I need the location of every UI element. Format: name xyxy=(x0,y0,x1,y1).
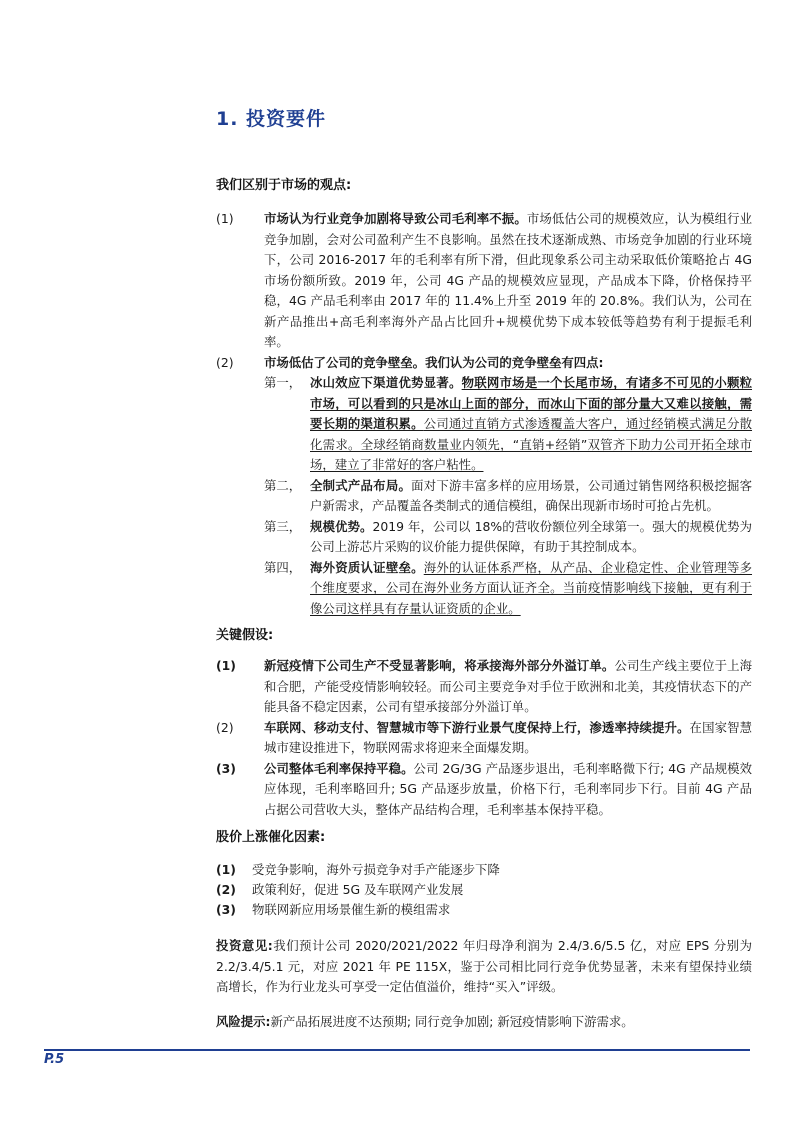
assumption-item-1 xyxy=(216,656,752,718)
assumption-text xyxy=(264,656,752,718)
barrier-text xyxy=(310,517,752,558)
risk-label: 风险提示: xyxy=(216,1014,271,1029)
view-text xyxy=(264,353,752,374)
catalyst-number: (1) xyxy=(216,862,236,877)
barrier-lead: 冰山效应下渠道优势显著。 xyxy=(310,375,462,390)
assumption-number: (1) xyxy=(216,658,236,673)
assumption-text xyxy=(264,759,752,821)
barrier-body-underlined: 公司通过直销方式渗透覆盖大客户，通过经销模式满足分散化需求。全球经销商数量业内领先，“直销+经销”双管齐下助力公司开拓全球市场，建立了非常好的客户粘性。 xyxy=(310,416,753,472)
barrier-item-4 xyxy=(264,558,752,620)
barrier-lead: 海外资质认证壁垒。 xyxy=(310,559,424,575)
view-body: 市场低估公司的规模效应，认为模组行业竞争加剧，会对公司盈利产生不良影响。虽然在技术逐渐成熟、市场竞争加剧的行业环境下，公司 2016-2017 年的毛利率有所下滑，但此现象系公司主动采取低价策略抢占 4G 市场份额所致。2019 年，公司 4G 产品的规模效应显现，产品成本下降，价格保持平稳，4G 产品毛利率由 2017 年的 11.4%上升至 2019 年的 20.8%。我们认为，公司在新产品推出+高毛利率海外产品占比回升+规模优势下成本较低等趋势有利于提振毛利率。 xyxy=(264,211,753,349)
catalyst-text: 物联网新应用场景催生新的模组需求 xyxy=(252,902,451,917)
catalysts-list xyxy=(216,860,752,920)
view-item-1 xyxy=(216,209,752,353)
assumption-lead: 车联网、移动支付、智慧城市等下游行业景气度保持上行，渗透率持续提升。 xyxy=(264,719,690,735)
barrier-text xyxy=(310,373,752,476)
view-number: (1) xyxy=(216,211,234,226)
catalyst-number: (2) xyxy=(216,882,236,897)
investment-opinion xyxy=(216,936,752,998)
barrier-lead: 全制式产品布局。 xyxy=(310,477,412,493)
view-lead: 市场认为行业竞争加剧将导致公司毛利率不振。 xyxy=(264,211,527,226)
assumption-lead: 公司整体毛利率保持平稳。 xyxy=(264,760,414,776)
risk-warning xyxy=(216,1012,752,1033)
barrier-item-3 xyxy=(264,517,752,558)
views-heading: 我们区别于市场的观点: xyxy=(216,178,352,193)
barrier-item-2 xyxy=(264,476,752,517)
view-number: (2) xyxy=(216,354,234,370)
footer-divider xyxy=(44,1049,750,1051)
views-block xyxy=(216,209,752,619)
view-text xyxy=(264,209,752,353)
barrier-label: 第一， xyxy=(264,375,302,390)
assumption-body: 公司 2G/3G 产品逐步退出，毛利率略微下行; 4G 产品规模效应体现，毛利率略回升; 5G 产品逐步放量，价格下行，毛利率同步下行。目前 4G 产品占据公司营收大头，整体产品结构合理，毛利率基本保持平稳。 xyxy=(264,760,753,817)
catalyst-item xyxy=(216,880,752,900)
catalyst-text: 政策利好，促进 5G 及车联网产业发展 xyxy=(252,882,464,897)
barrier-text xyxy=(310,558,752,620)
catalyst-item xyxy=(216,860,752,880)
catalysts-heading: 股价上涨催化因素: xyxy=(216,830,326,845)
assumption-lead: 新冠疫情下公司生产不受显著影响，将承接海外部分外溢订单。 xyxy=(264,658,615,673)
assumption-number: (2) xyxy=(216,719,234,735)
view-lead: 市场低估了公司的竞争壁垒。我们认为公司的竞争壁垒有四点: xyxy=(264,354,604,370)
assumption-number: (3) xyxy=(216,760,236,776)
investment-text: 我们预计公司 2020/2021/2022 年归母净利润为 2.4/3.6/5.5 亿，对应 EPS 分别为 2.2/3.4/5.1 元，对应 2021 年 PE 115X，鉴于公司相比同行竞争优势显著，未来有望保持业绩高增长，作为行业龙头可享受一定估值溢价，维持“买入”评级。 xyxy=(216,938,752,994)
investment-label: 投资意见: xyxy=(216,938,273,953)
barrier-label: 第二， xyxy=(264,477,302,493)
barrier-label: 第四， xyxy=(264,559,302,575)
assumptions-block xyxy=(216,656,752,820)
section-title: 1. 投资要件 xyxy=(216,108,327,130)
barrier-lead-underlined: 物联网市场是一个长尾市场，有诸多不可见的小颗粒市场，可以看到的只是冰山上面的部分，而冰山下面的部分量大又难以接触，需要长期的渠道积累。 xyxy=(310,375,753,431)
catalyst-item xyxy=(216,900,752,920)
page-number: P.5 xyxy=(44,1052,65,1067)
barrier-body: 面对下游丰富多样的应用场景，公司通过销售网络积极挖掘客户新需求，产品覆盖各类制式的通信模组，确保出现新市场时可抢占先机。 xyxy=(310,477,753,513)
assumption-item-2 xyxy=(216,718,752,759)
barrier-item-1 xyxy=(264,373,752,476)
catalyst-text: 受竞争影响，海外亏损竞争对手产能逐步下降 xyxy=(252,862,500,877)
assumption-item-3 xyxy=(216,759,752,821)
assumption-body: 在国家智慧城市建设推进下，物联网需求将迎来全面爆发期。 xyxy=(264,719,753,755)
assumption-text xyxy=(264,718,752,759)
barrier-body: 2019 年，公司以 18%的营收份额位列全球第一。强大的规模优势为公司上游芯片采购的议价能力提供保障，有助于其控制成本。 xyxy=(310,518,753,554)
view-item-2 xyxy=(216,353,752,374)
catalyst-number: (3) xyxy=(216,902,236,917)
barrier-label: 第三， xyxy=(264,518,302,534)
barrier-body-underlined: 海外的认证体系严格，从产品、企业稳定性、企业管理等多个维度要求，公司在海外业务方面认证齐全。当前疫情影响线下接触，更有利于像公司这样具有存量认证资质的企业。 xyxy=(310,559,753,616)
assumption-body: 公司生产线主要位于上海和合肥，产能受疫情影响较轻。而公司主要竞争对手位于欧洲和北美，其疫情状态下的产能具备不稳定因素，公司有望承接部分外溢订单。 xyxy=(264,658,753,714)
risk-text: 新产品拓展进度不达预期; 同行竞争加剧; 新冠疫情影响下游需求。 xyxy=(270,1014,634,1029)
assumptions-heading: 关键假设: xyxy=(216,628,274,643)
barrier-text xyxy=(310,476,752,517)
barrier-lead: 规模优势。 xyxy=(310,518,373,534)
